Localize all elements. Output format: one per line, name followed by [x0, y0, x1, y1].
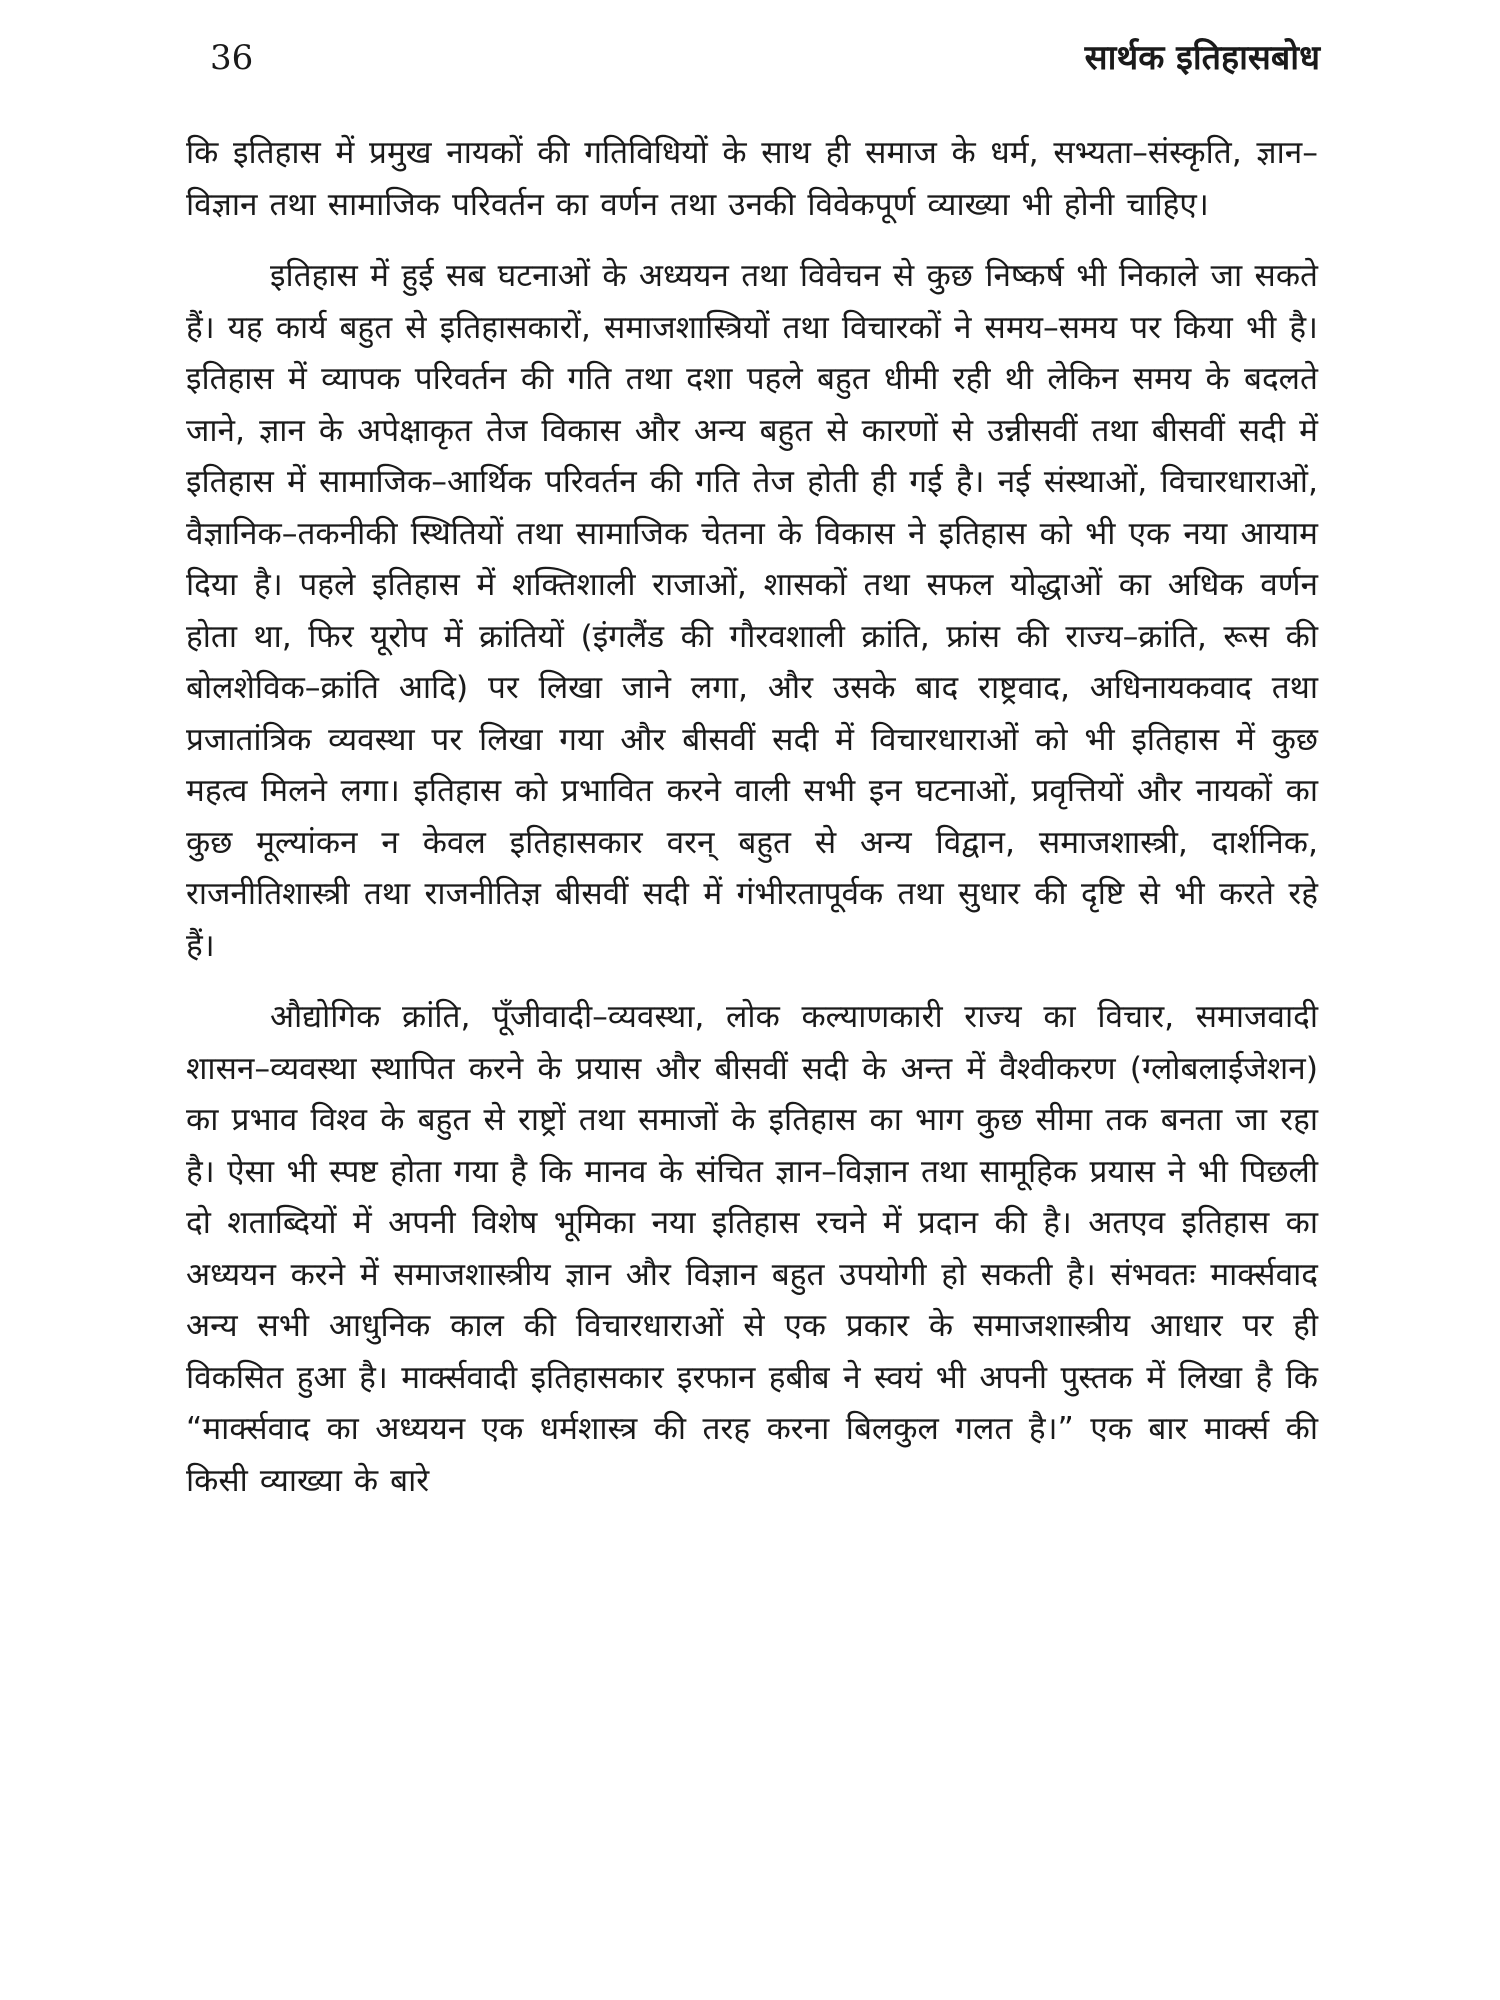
page-number: 36	[210, 38, 254, 78]
paragraph-3: औद्योगिक क्रांति, पूँजीवादी–व्यवस्था, लोक कल्याणकारी राज्य का विचार, समाजवादी शासन–व्यवस्था स्थापित करने के प्रयास और बीसवीं सदी के अन्त में वैश्वीकरण (ग्लोबलाईजेशन) का प्रभाव विश्व के बहुत से राष्ट्रों तथा समाजों के इतिहास का भाग कुछ सीमा तक बनता जा रहा है। ऐसा भी स्पष्ट होता गया है कि मानव के संचित ज्ञान–विज्ञान तथा सामूहिक प्रयास ने भी पिछली दो शताब्दियों में अपनी विशेष भूमिका नया इतिहास रचने में प्रदान की है। अतएव इतिहास का अध्ययन करने में समाजशास्त्रीय ज्ञान और विज्ञान बहुत उपयोगी हो सकती है। संभवतः मार्क्सवाद अन्य सभी आधुनिक काल की विचारधाराओं से एक प्रकार के समाजशास्त्रीय आधार पर ही विकसित हुआ है। मार्क्सवादी इतिहासकार इरफान हबीब ने स्वयं भी अपनी पुस्तक में लिखा है कि “मार्क्सवाद का अध्ययन एक धर्मशास्त्र की तरह करना बिलकुल गलत है।” एक बार मार्क्स की किसी व्याख्या के बारे	[186, 999, 1318, 1499]
body-text	[186, 128, 1318, 1507]
running-header	[200, 28, 1320, 88]
paragraph-1: कि इतिहास में प्रमुख नायकों की गतिविधियों के साथ ही समाज के धर्म, सभ्यता–संस्कृति, ज्ञान–विज्ञान तथा सामाजिक परिवर्तन का वर्णन तथा उनकी विवेकपूर्ण व्याख्या भी होनी चाहिए।	[186, 135, 1318, 223]
paragraph-2: इतिहास में हुई सब घटनाओं के अध्ययन तथा विवेचन से कुछ निष्कर्ष भी निकाले जा सकते हैं। यह कार्य बहुत से इतिहासकारों, समाजशास्त्रियों तथा विचारकों ने समय–समय पर किया भी है। इतिहास में व्यापक परिवर्तन की गति तथा दशा पहले बहुत धीमी रही थी लेकिन समय के बदलते जाने, ज्ञान के अपेक्षाकृत तेज विकास और अन्य बहुत से कारणों से उन्नीसवीं तथा बीसवीं सदी में इतिहास में सामाजिक–आर्थिक परिवर्तन की गति तेज होती ही गई है। नई संस्थाओं, विचारधाराओं, वैज्ञानिक–तकनीकी स्थितियों तथा सामाजिक चेतना के विकास ने इतिहास को भी एक नया आयाम दिया है। पहले इतिहास में शक्तिशाली राजाओं, शासकों तथा सफल योद्धाओं का अधिक वर्णन होता था, फिर यूरोप में क्रांतियों (इंगलैंड की गौरवशाली क्रांति, फ्रांस की राज्य–क्रांति, रूस की बोलशेविक–क्रांति आदि) पर लिखा जाने लगा, और उसके बाद राष्ट्रवाद, अधिनायकवाद तथा प्रजातांत्रिक व्यवस्था पर लिखा गया और बीसवीं सदी में विचारधाराओं को भी इतिहास में कुछ महत्व मिलने लगा। इतिहास को प्रभावित करने वाली सभी इन घटनाओं, प्रवृत्तियों और नायकों का कुछ मूल्यांकन न केवल इतिहासकार वरन् बहुत से अन्य विद्वान, समाजशास्त्री, दार्शनिक, राजनीतिशास्त्री तथा राजनीतिज्ञ बीसवीं सदी में गंभीरतापूर्वक तथा सुधार की दृष्टि से भी करते रहे हैं।	[186, 258, 1318, 964]
book-title: सार्थक इतिहासबोध	[1084, 38, 1320, 78]
